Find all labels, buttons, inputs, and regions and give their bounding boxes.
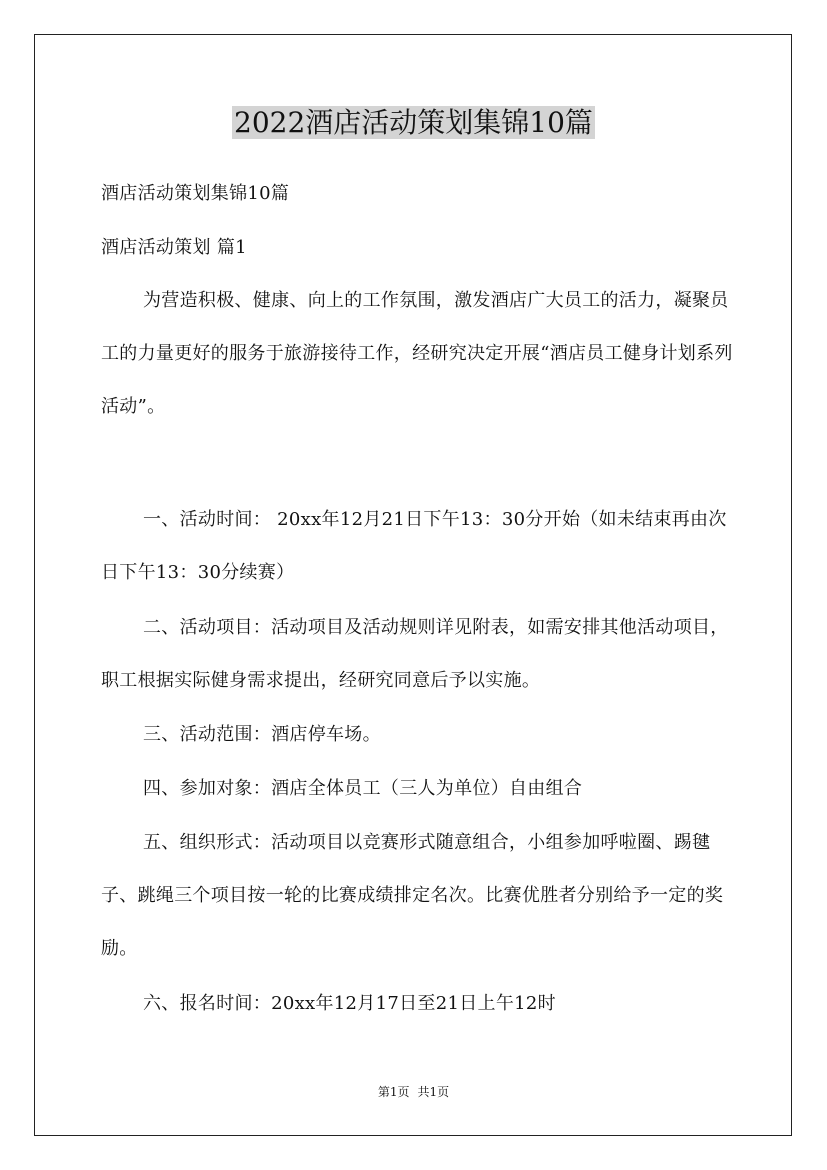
page-number: 第1页 [377, 1085, 410, 1099]
section-heading: 酒店活动策划 篇1 [101, 237, 247, 258]
paragraph-participants: 四、参加对象：酒店全体员工（三人为单位）自由组合 [143, 778, 583, 799]
document-title [0, 103, 827, 143]
page-footer [0, 1084, 827, 1100]
paragraph-activity-time: 一、活动时间： 20xx年12月21日下午13：30分开始（如未结束再由次日下午13：30分续赛） [101, 509, 727, 583]
paragraph-activity-items: 二、活动项目：活动项目及活动规则详见附表，如需安排其他活动项目，职工根据实际健身需求提出，经研究同意后予以实施。 [101, 617, 729, 691]
paragraph-intro: 为营造积极、健康、向上的工作氛围，激发酒店广大员工的活力，凝聚员工的力量更好的服务于旅游接待工作，经研究决定开展“酒店员工健身计划系列活动”。 [101, 290, 733, 417]
paragraph-activity-range: 三、活动范围：酒店停车场。 [143, 724, 381, 745]
page-total: 共1页 [417, 1085, 450, 1099]
paragraph-registration-time: 六、报名时间：20xx年12月17日至21日上午12时 [143, 993, 556, 1014]
document-title-text: 2022酒店活动策划集锦10篇 [234, 106, 593, 139]
document-subtitle: 酒店活动策划集锦10篇 [101, 183, 290, 204]
paragraph-organization: 五、组织形式：活动项目以竞赛形式随意组合，小组参加呼啦圈、踢毽子、跳绳三个项目按一轮的比赛成绩排定名次。比赛优胜者分别给予一定的奖励。 [101, 832, 724, 959]
